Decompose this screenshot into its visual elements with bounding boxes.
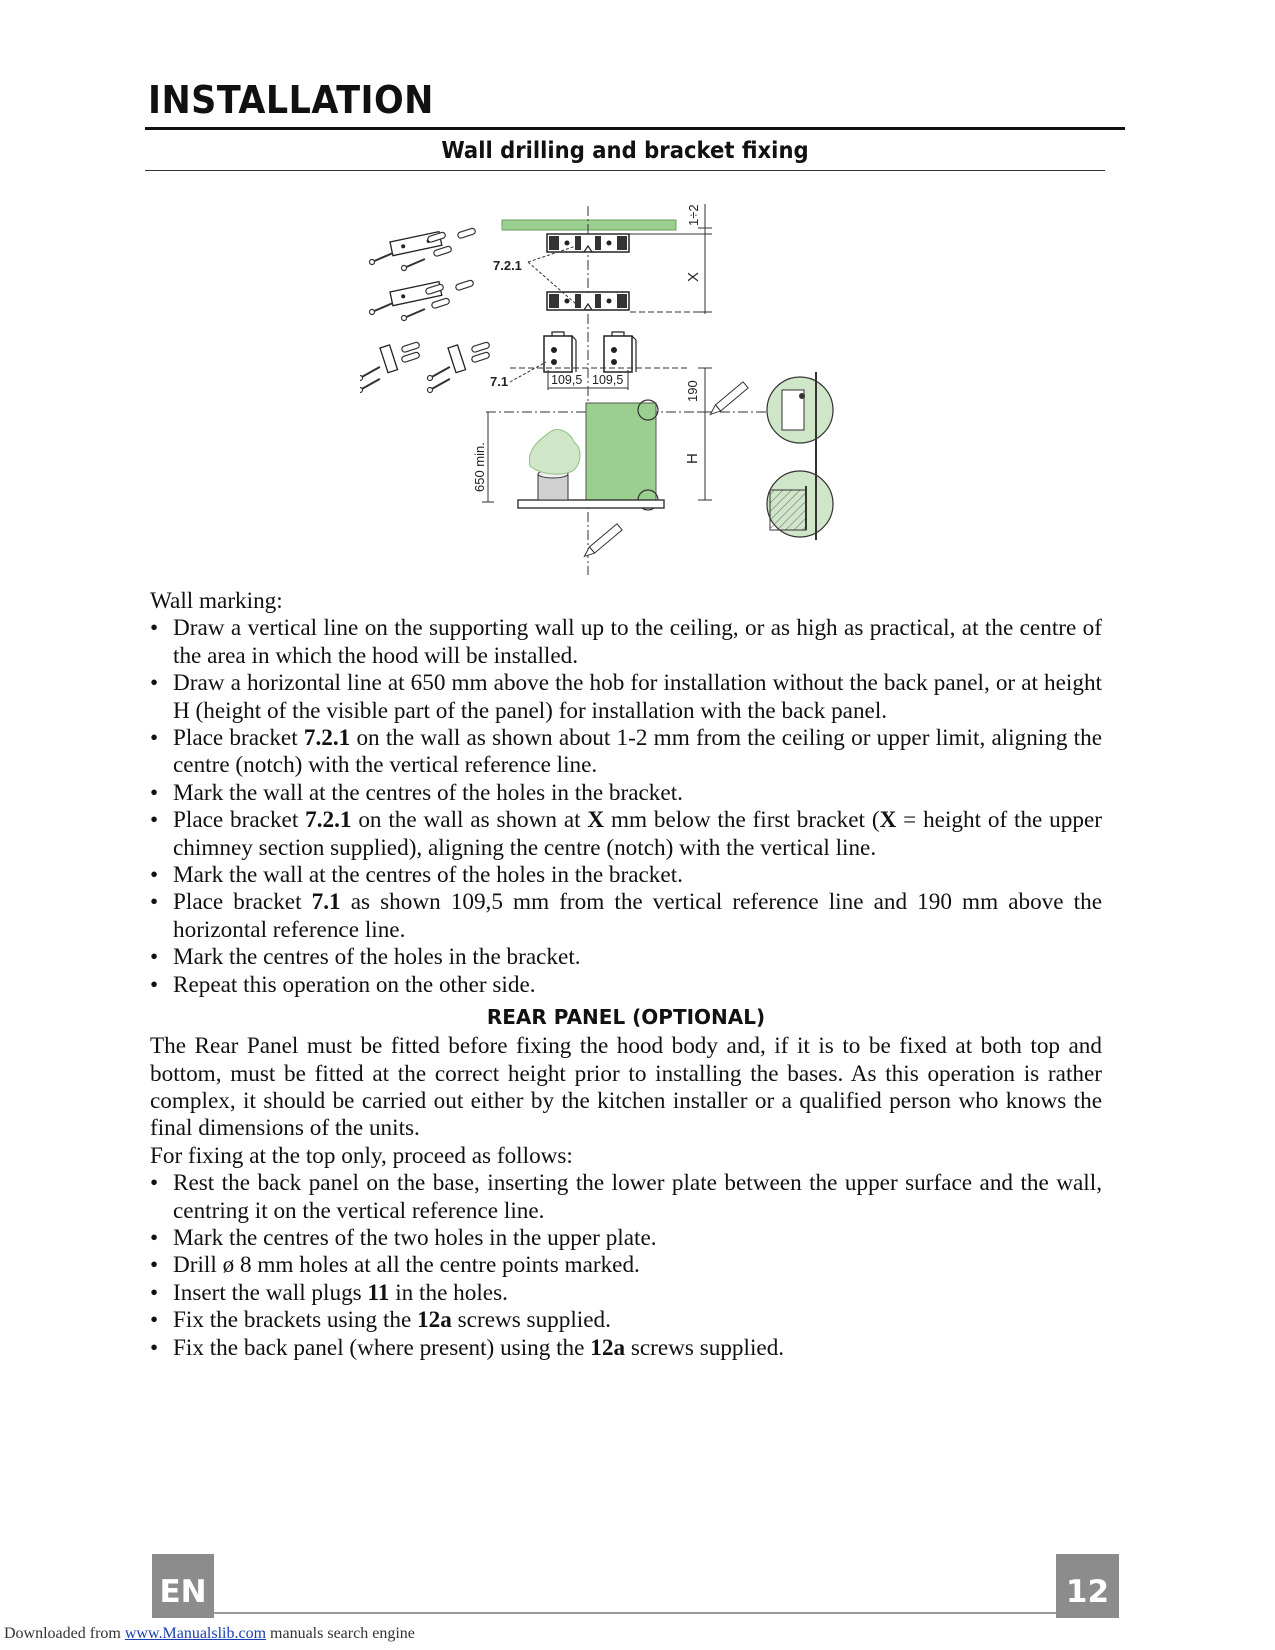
list-item-text: screws supplied. <box>451 1307 611 1334</box>
bracket-7-2-1-second <box>547 292 629 310</box>
bracket-7-2-1-top <box>547 234 629 252</box>
label-h-dimension: H <box>684 453 701 464</box>
list-item <box>150 1307 1102 1334</box>
wall-marking-heading: Wall marking: <box>150 588 283 614</box>
detail-top-fixing <box>767 372 833 445</box>
ceiling-panel <box>502 220 676 230</box>
list-item-text: = height of the upper chimney section supplied), aligning the centre (notch) with the vertical line. <box>173 807 1102 861</box>
label-7-1: 7.1 <box>490 374 509 389</box>
list-item-text: Drill ø 8 mm holes at all the centre points marked. <box>173 1252 640 1279</box>
list-item <box>150 862 1102 889</box>
list-item-text: Mark the centres of the two holes in the upper plate. <box>173 1224 657 1251</box>
bold-ref: 7.2.1 <box>303 725 351 752</box>
label-190: 190 <box>685 380 700 402</box>
label-1-2mm: 1÷2 <box>686 204 701 226</box>
list-item-text: mm below the first bracket ( <box>604 807 880 834</box>
label-x-dimension: X <box>685 271 702 282</box>
rear-panel-top-only: For fixing at the top only, proceed as follows: <box>150 1142 573 1169</box>
bracket-7-1-left <box>544 332 576 372</box>
list-item-text: Insert the wall plugs <box>173 1279 368 1306</box>
manualslib-link[interactable]: www.Manualslib.com <box>124 1625 267 1642</box>
list-item-text: on the wall as shown about 1-2 mm from the ceiling or upper limit, aligning the centre (notch) with the vertical reference line. <box>173 725 1102 779</box>
cooking-pot <box>529 430 580 500</box>
section-subtitle: Wall drilling and bracket fixing <box>441 138 809 164</box>
label-650-min: 650 min. <box>472 442 487 492</box>
list-item-text: in the holes. <box>389 1279 508 1306</box>
list-item-text: Place bracket <box>173 807 306 834</box>
list-item-text: Rest the back panel on the base, inserting the lower plate between the upper surface and the wall, centring it on the vertical reference line. <box>173 1170 1102 1224</box>
download-prefix: Downloaded from <box>4 1625 125 1642</box>
list-item-text: Mark the centres of the holes in the bracket. <box>173 944 581 971</box>
bold-ref: 7.2.1 <box>305 807 352 834</box>
exploded-lower-bracket-parts <box>360 342 490 393</box>
label-7-2-1: 7.2.1 <box>493 258 522 273</box>
list-item-text: screws supplied. <box>625 1334 785 1361</box>
list-item <box>150 1252 1102 1279</box>
bold-ref: 12a <box>590 1334 626 1361</box>
page-title: INSTALLATION <box>148 78 434 122</box>
list-item <box>150 1170 1102 1225</box>
list-item <box>150 1335 1102 1362</box>
installation-diagram <box>360 200 880 600</box>
bold-ref: 12a <box>417 1307 452 1334</box>
hob-surface <box>518 500 664 508</box>
back-panel <box>586 403 656 501</box>
rear-panel-heading: REAR PANEL (OPTIONAL) <box>486 1005 766 1030</box>
list-item <box>150 725 1102 780</box>
download-notice <box>4 1625 415 1643</box>
list-item <box>150 972 1102 999</box>
list-item-text: Repeat this operation on the other side. <box>173 971 536 998</box>
rear-panel-list <box>150 1170 1102 1362</box>
download-suffix: manuals search engine <box>266 1625 415 1642</box>
bold-ref: X <box>879 807 897 834</box>
list-item <box>150 889 1102 944</box>
bold-ref: X <box>587 807 605 834</box>
detail-bottom-fixing <box>767 440 833 540</box>
list-item <box>150 780 1102 807</box>
list-item-text: Draw a horizontal line at 650 mm above the hob for installation without the back panel, or at height H (height of the visible part of the panel) for installation with the back panel. <box>173 670 1102 724</box>
list-item <box>150 670 1102 725</box>
list-item-text: Mark the wall at the centres of the holes in the bracket. <box>173 779 683 806</box>
list-item-text: Place bracket <box>173 725 304 752</box>
rear-panel-intro: The Rear Panel must be fitted before fixing the hood body and, if it is to be fixed at both top and bottom, must be fitted at the correct height prior to installing the bases. As this operation is rather complex, it should be carried out either by the kitchen installer or a qualified person who knows the final dimensions of the units. <box>150 1033 1102 1142</box>
wall-marking-list <box>150 615 1102 999</box>
list-item <box>150 615 1102 670</box>
bold-ref: 11 <box>367 1279 390 1306</box>
page-number: 12 <box>1056 1554 1119 1618</box>
label-109-5-left: 109,5 <box>551 373 583 387</box>
pencil-bottom <box>582 524 622 560</box>
list-item <box>150 944 1102 971</box>
list-item-text: Draw a vertical line on the supporting wall up to the ceiling, or as high as practical, at the centre of the area in which the hood will be installed. <box>173 615 1102 669</box>
exploded-upper-bracket-parts <box>369 228 476 321</box>
list-item-text: Fix the back panel (where present) using the <box>173 1334 591 1361</box>
list-item-text: Fix the brackets using the <box>173 1307 418 1334</box>
list-item <box>150 807 1102 862</box>
bold-ref: 7.1 <box>311 889 341 916</box>
list-item <box>150 1225 1102 1252</box>
language-badge: EN <box>152 1554 214 1618</box>
title-rule <box>145 127 1125 130</box>
list-item-text: Place bracket <box>173 889 312 916</box>
label-109-5-right: 109,5 <box>592 373 624 387</box>
list-item <box>150 1280 1102 1307</box>
subtitle-rule <box>145 170 1105 171</box>
bracket-7-1-right <box>604 332 636 372</box>
instructions <box>150 588 1102 1362</box>
footer-rule <box>214 1612 1056 1614</box>
list-item-text: as shown 109,5 mm from the vertical reference line and 190 mm above the horizontal reference line. <box>173 889 1102 943</box>
list-item-text: Mark the wall at the centres of the holes in the bracket. <box>173 862 683 889</box>
list-item-text: on the wall as shown at <box>351 807 588 834</box>
